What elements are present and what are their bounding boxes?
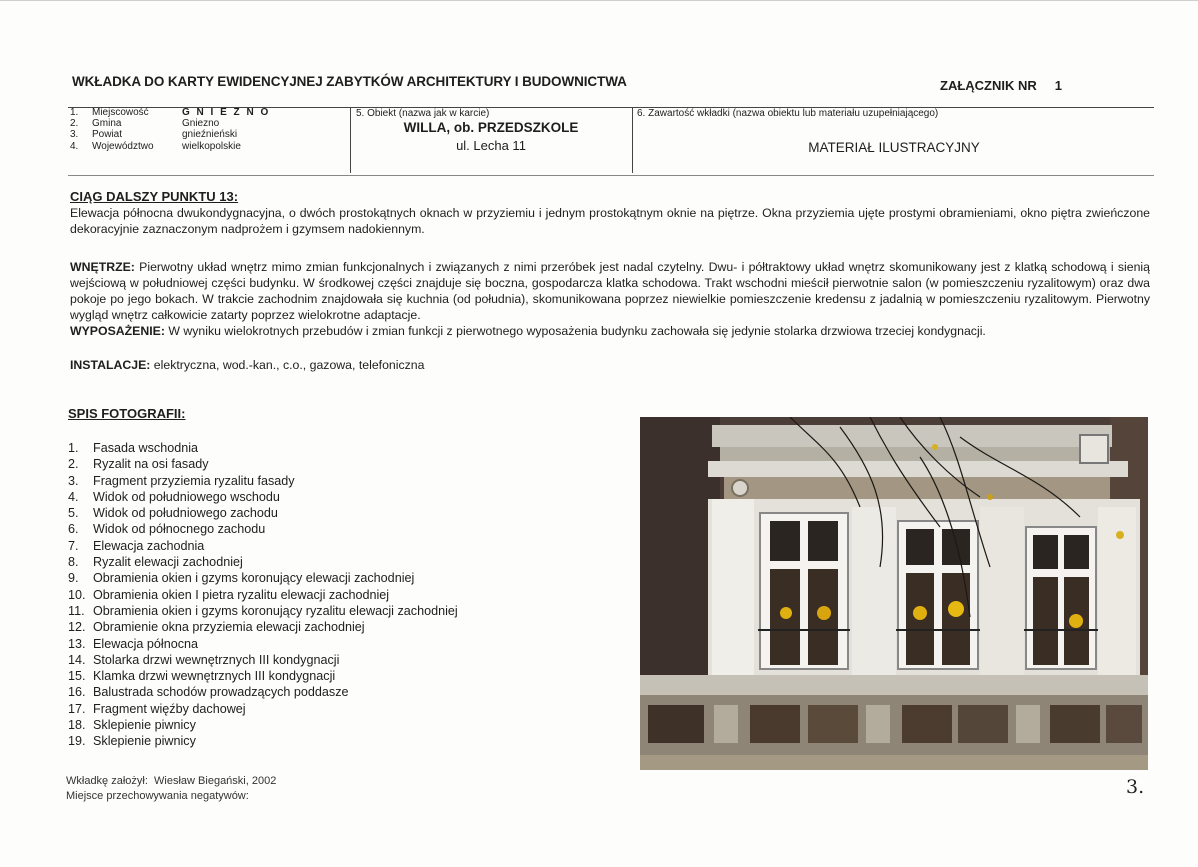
photo-list-number: 17. xyxy=(68,701,86,716)
photo-list-number: 15. xyxy=(68,669,86,684)
photo-list-number: 6. xyxy=(68,522,79,537)
photo-list-item xyxy=(68,684,458,700)
photo-list-item xyxy=(68,473,458,489)
photo-list-text: Klamka drzwi wewnętrznych III kondygnacji xyxy=(93,669,336,684)
author-name: Wiesław Biegański, 2002 xyxy=(154,775,277,787)
installations-text: elektryczna, wod.-kan., c.o., gazowa, telefoniczna xyxy=(150,358,425,372)
photo-list-text: Ryzalit elewacji zachodniej xyxy=(93,555,243,570)
scan-edge xyxy=(0,0,1198,1)
town-value: G N I E Z N O xyxy=(182,107,271,118)
equipment-text: W wyniku wielokrotnych przebudów i zmian funkcji z pierwotnego wyposażenia budynku zachowała się jedynie stolarka drzwiowa trzeciej kondygnacji. xyxy=(164,324,986,338)
photo-list-item xyxy=(68,668,458,684)
photo-list-number: 2. xyxy=(68,457,79,472)
photo-list-text: Sklepienie piwnicy xyxy=(93,718,196,733)
photo-list-item xyxy=(68,587,458,603)
photo-list-item xyxy=(68,538,458,554)
photo-list-number: 10. xyxy=(68,587,86,602)
photo-list-item xyxy=(68,489,458,505)
interiors-label: WNĘTRZE: xyxy=(70,260,135,274)
location-row: 4. Województwo wielkopolskie xyxy=(70,140,241,152)
photo-list-item xyxy=(68,505,458,521)
section13-text: Elewacja północna dwukondygnacyjna, o dwóch prostokątnych oknach w przyziemiu i jednym prostokątnym oknie na piętrze. Okna przyziemia ujęte prostymi obramieniami, okno piętra zwieńczone dekoracyjnie zaznaczonym nadprożem i gzymsem nadokiennym. xyxy=(70,206,1150,236)
photo-list-text: Fasada wschodnia xyxy=(93,441,199,455)
location-row: 1. Miejscowość G N I E Z N O xyxy=(70,107,271,118)
photo-list-item xyxy=(68,456,458,472)
photo-list-text: Widok od południowego zachodu xyxy=(93,506,278,521)
photo-list-text: Widok od północnego zachodu xyxy=(93,522,266,537)
page-number: 3. xyxy=(1126,776,1145,798)
contents-heading: 6. Zawartość wkładki (nazwa obiektu lub materiału uzupełniającego) xyxy=(637,108,939,119)
equipment-label: WYPOSAŻENIE: xyxy=(70,324,165,338)
photo-list-text: Fragment więźby dachowej xyxy=(93,701,246,716)
photo-list-item xyxy=(68,717,458,733)
photo-list-item xyxy=(68,652,458,668)
photo-list-number: 1. xyxy=(68,441,79,455)
interiors-text: Pierwotny układ wnętrz mimo zmian funkcjonalnych i związanych z nimi przeróbek jest nadal czytelny. Dwu- i półtraktowy układ wnętrz skomunikowany jest z klatką schodową i sienią wejściową w południowej części budynku. W środkowej części znajduje się boczna, gospodarcza klatka schodowa. Trakt wschodni mieścił pierwotnie salon (w pomieszczeniu ryzalitowym) oraz dwa pokoje po jego bokach. W trakcie zachodnim znajdowała się kuchnia (od południa), skomunikowana poprzez niewielkie pomieszczenie kredensu z jadalnią w pomieszczeniu ryzalitowym. Pierwotny wygląd wnętrz całkowicie zatarty poprzez wielokrotne adaptacje. xyxy=(70,260,1150,322)
window-3 xyxy=(1026,527,1096,669)
section13-heading: CIĄG DALSZY PUNKTU 13: xyxy=(70,189,239,204)
photo-list-number: 11. xyxy=(68,603,85,618)
photo-list-text: Obramienia okien i gzyms koronujący ryzalitu elewacji zachodniej xyxy=(93,603,458,618)
interiors-block xyxy=(70,259,1150,339)
photo-list-text: Elewacja północna xyxy=(93,636,199,651)
photo-list-text: Widok od południowego wschodu xyxy=(93,489,280,504)
building-photo xyxy=(640,417,1148,770)
table-bottom-rule xyxy=(68,175,1154,176)
province-value: wielkopolskie xyxy=(182,140,241,152)
photo-list xyxy=(68,440,458,750)
author-label: Wkładkę założył: xyxy=(66,775,148,787)
county-value: gnieźnieński xyxy=(182,129,238,141)
window-2 xyxy=(898,521,978,669)
photo-list-item xyxy=(68,701,458,717)
photo-list-text: Balustrada schodów prowadzących poddasze xyxy=(93,685,349,700)
object-name: WILLA, ob. PRZEDSZKOLE xyxy=(403,120,579,135)
location-row: 3. Powiat gnieźnieński xyxy=(70,129,238,141)
photo-list-text: Obramienia okien i gzyms koronujący elewacji zachodniej xyxy=(93,571,415,586)
photo-list-text: Sklepienie piwnicy xyxy=(93,734,196,749)
photo-list-item xyxy=(68,570,458,586)
photo-list-item xyxy=(68,636,458,652)
object-address: ul. Lecha 11 xyxy=(456,138,526,153)
photo-list-text: Obramienia okien I pietra ryzalitu elewacji zachodniej xyxy=(93,587,390,602)
photo-list-number: 8. xyxy=(68,555,79,570)
facade-illustration xyxy=(640,417,1148,770)
photo-list-number: 14. xyxy=(68,652,86,667)
photo-list-number: 16. xyxy=(68,685,86,700)
photo-list-item xyxy=(68,733,458,749)
commune-value: Gniezno xyxy=(182,118,220,130)
photo-list-number: 12. xyxy=(68,620,86,635)
document-title: WKŁADKA DO KARTY EWIDENCYJNEJ ZABYTKÓW ARCHITEKTURY I BUDOWNICTWA xyxy=(72,74,627,89)
negatives-label: Miejsce przechowywania negatywów: xyxy=(66,790,249,802)
annex-label-text: ZAŁĄCZNIK NR xyxy=(940,78,1037,93)
photo-list-item xyxy=(68,603,458,619)
author-line xyxy=(66,775,276,787)
location-row: 2. Gmina Gniezno xyxy=(70,118,220,130)
photo-list-number: 19. xyxy=(68,734,86,749)
photo-list-number: 7. xyxy=(68,538,79,553)
photo-list-text: Stolarka drzwi wewnętrznych III kondygnacji xyxy=(93,652,340,667)
photo-list-text: Obramienie okna przyziemia elewacji zachodniej xyxy=(93,620,365,635)
photo-list-item xyxy=(68,521,458,537)
photo-list-number: 4. xyxy=(68,489,79,504)
installations-block xyxy=(70,357,1150,373)
annex-label xyxy=(940,78,1062,93)
annex-number: 1 xyxy=(1054,78,1062,93)
photo-list-text: Fragment przyziemia ryzalitu fasady xyxy=(93,473,295,488)
photo-list-number: 13. xyxy=(68,636,86,651)
object-heading: 5. Obiekt (nazwa jak w karcie) xyxy=(356,108,490,119)
photo-list-number: 18. xyxy=(68,718,86,733)
installations-label: INSTALACJE: xyxy=(70,358,151,372)
window-1 xyxy=(760,513,848,669)
photo-list-item xyxy=(68,554,458,570)
photo-list-number: 5. xyxy=(68,506,79,521)
photo-list-text: Ryzalit na osi fasady xyxy=(93,457,209,472)
photo-list-item xyxy=(68,440,458,456)
contents-value: MATERIAŁ ILUSTRACYJNY xyxy=(808,140,980,155)
photos-heading: SPIS FOTOGRAFII: xyxy=(68,406,186,421)
table-divider-2 xyxy=(632,107,633,173)
photo-list-text: Elewacja zachodnia xyxy=(93,538,205,553)
location-fields xyxy=(70,107,270,152)
section13-block xyxy=(70,189,1150,237)
photo-list-item xyxy=(68,619,458,635)
photo-list-number: 3. xyxy=(68,473,79,488)
photo-list-number: 9. xyxy=(68,571,79,586)
